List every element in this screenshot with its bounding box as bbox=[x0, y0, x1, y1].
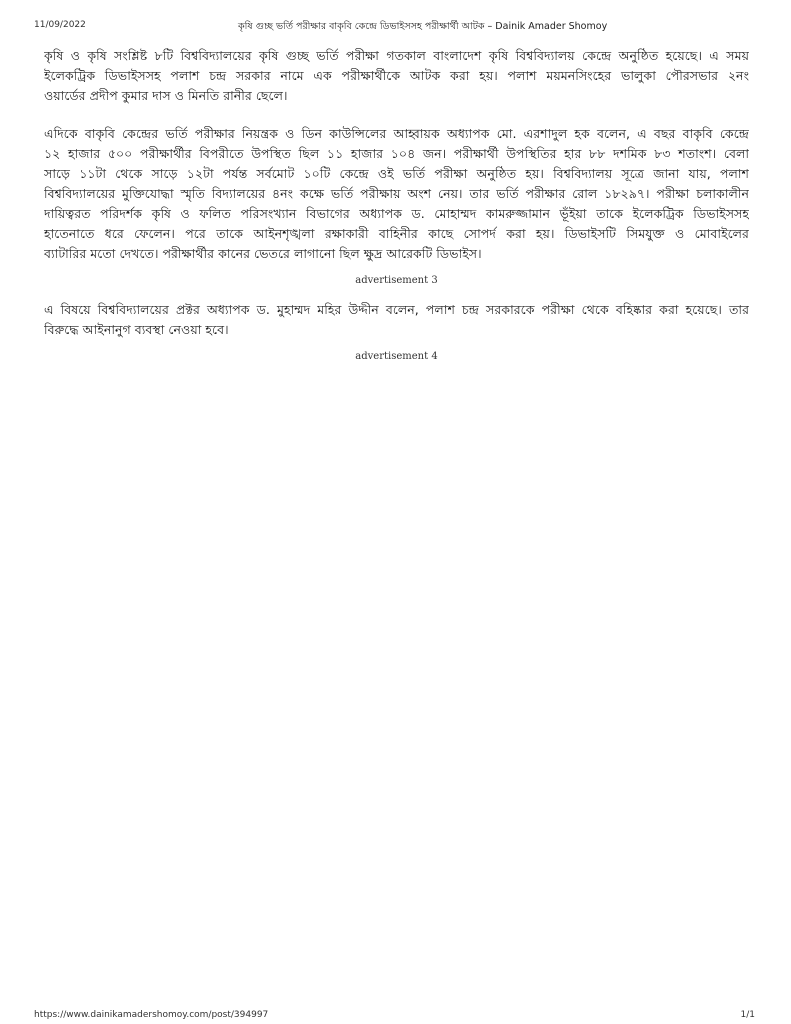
text-line: কৃষি ও কৃষি সংশ্লিষ্ট ৮টি বিশ্ববিদ্যালয়ের কৃষি গুচ্ছ ভর্তি পরীক্ষা গতকাল বাংলাদেশ কৃষি বিশ্ববিদ্যালয় কেন্দ্রে অনুষ্ঠিত হয়েছে। এ সময় bbox=[44, 48, 749, 63]
text-line: ব্যাটারির মতো দেখতে। পরীক্ষার্থীর কানের ভেতরে লাগানো ছিল ক্ষুদ্র আরেকটি ডিভাইস। bbox=[44, 246, 482, 261]
advertisement-placeholder-3: advertisement 3 bbox=[355, 275, 438, 286]
text-line: এ বিষয়ে বিশ্ববিদ্যালয়ের প্রক্টর অধ্যাপক ড. মুহাম্মদ মহির উদ্দীন বলেন, পলাশ চন্দ্র সরকারকে পরীক্ষা থেকে বহিষ্কার করা হয়েছে। তার bbox=[44, 302, 749, 317]
text-line: এদিকে বাকৃবি কেন্দ্রের ভর্তি পরীক্ষার নিয়ন্ত্রক ও ডিন কাউন্সিলের আহ্বায়ক অধ্যাপক মো. এরশাদুল হক বলেন, এ বছর বাকৃবি কেন্দ্রে bbox=[44, 126, 749, 141]
advertisement-placeholder-4: advertisement 4 bbox=[355, 351, 438, 362]
paragraph-spacer bbox=[44, 106, 749, 124]
text-line: বিশ্ববিদ্যালয়ের মুক্তিযোদ্ধা স্মৃতি বিদ্যালয়ের ৪নং কক্ষে ভর্তি পরীক্ষায় অংশ নেয়। তার ভর্তি পরীক্ষার রোল ১৮২৯৭। পরীক্ষা চলাকালীন bbox=[44, 186, 749, 201]
page-url: https://www.dainikamadershomoy.com/post/394997 bbox=[34, 1010, 269, 1020]
text-line: সাড়ে ১১টা থেকে সাড়ে ১২টা পর্যন্ত সর্বমোট ১০টি কেন্দ্রে ওই ভর্তি পরীক্ষা অনুষ্ঠিত হয়। বিশ্ববিদ্যালয় সূত্রে জানা যায়, পলাশ bbox=[44, 166, 749, 181]
text-line: ওয়ার্ডের প্রদীপ কুমার দাস ও মিনতি রানীর ছেলে। bbox=[44, 88, 288, 103]
article-paragraph-3 bbox=[44, 300, 749, 340]
text-line: ১২ হাজার ৫০০ পরীক্ষার্থীর বিপরীতে উপস্থিত ছিল ১১ হাজার ১০৪ জন। পরীক্ষার্থী উপস্থিতির হার ৮৮ দশমিক ৮৩ শতাংশ। বেলা bbox=[44, 146, 749, 161]
text-line: বিরুদ্ধে আইনানুগ ব্যবস্থা নেওয়া হবে। bbox=[44, 322, 229, 337]
page-title: কৃষি গুচ্ছ ভর্তি পরীক্ষার বাকৃবি কেন্দ্রে ডিভাইসসহ পরীক্ষার্থী আটক – Dainik Amader Shomoy bbox=[238, 21, 608, 32]
article-body bbox=[44, 46, 749, 376]
text-line: হাতেনাতে ধরে ফেলেন। পরে তাকে আইনশৃঙ্খলা রক্ষাকারী বাহিনীর কাছে সোপর্দ করা হয়। ডিভাইসটি সিমযুক্ত ও মোবাইলের bbox=[44, 226, 749, 241]
text-line: ইলেকট্রিক ডিভাইসসহ পলাশ চন্দ্র সরকার নামে এক পরীক্ষার্থীকে আটক করা হয়। পলাশ ময়মনসিংহের ভালুকা পৌরসভার ২নং bbox=[44, 68, 749, 83]
article-paragraph-2 bbox=[44, 124, 749, 264]
article-paragraph-1 bbox=[44, 46, 749, 106]
text-line: দায়িত্বরত পরিদর্শক কৃষি ও ফলিত পরিসংখ্যান বিভাগের অধ্যাপক ড. মোহাম্মদ কামরুজ্জামান ভূঁইয়া তাকে ইলেকট্রিক ডিভাইসসহ bbox=[44, 206, 749, 221]
page-number: 1/1 bbox=[740, 1010, 755, 1020]
print-date: 11/09/2022 bbox=[34, 20, 86, 30]
